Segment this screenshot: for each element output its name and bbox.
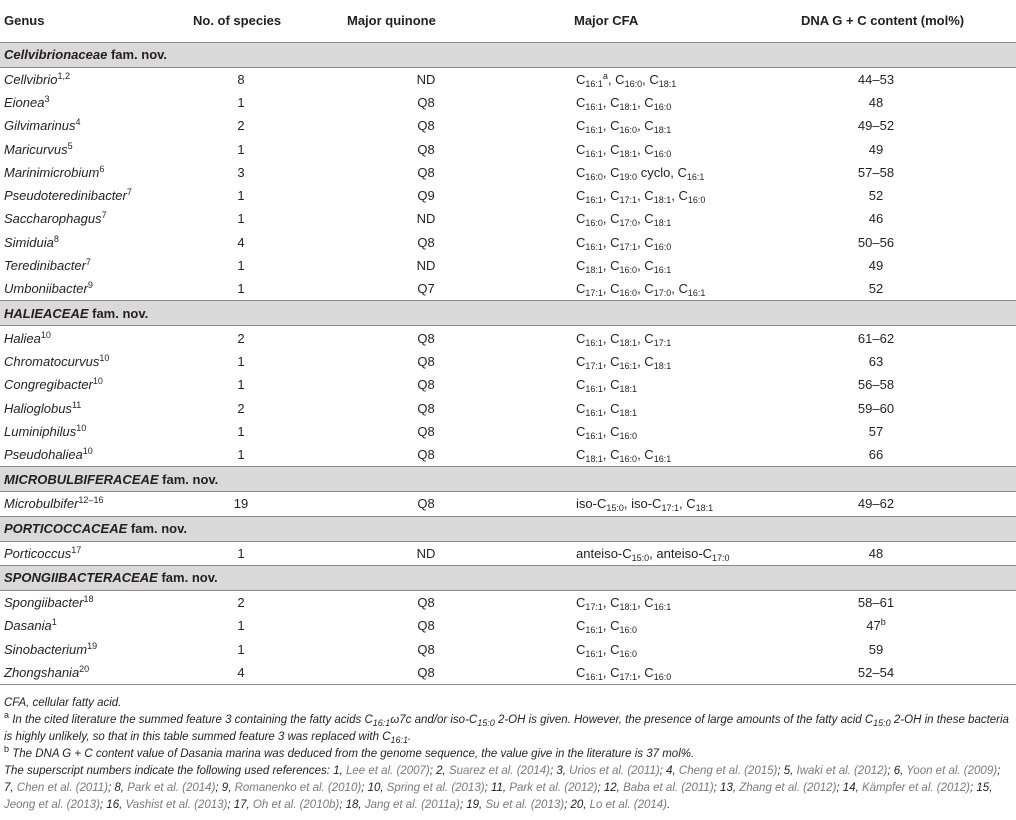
cell-genus: Eionea$^3$ — [4, 93, 50, 110]
cell-cfa: $C_{18:1}$, $C_{16:0}$, $C_{16:1}$ — [576, 258, 672, 276]
cell-genus: Chromatocurvus$^{10}$ — [4, 352, 110, 369]
cell-genus: Cellvibrio$^{1,2}$ — [4, 70, 70, 87]
cell-gc-content: 63 — [868, 353, 884, 369]
cell-cfa: $C_{16:0}$, $C_{19:0}$ cyclo, $C_{16:1}$ — [576, 164, 705, 182]
section-title: SPONGIIBACTERACEAE fam. nov. — [0, 565, 1016, 590]
cell-species-count: 2 — [237, 400, 245, 416]
cell-genus: Pseudohaliea$^{10}$ — [4, 446, 93, 463]
cell-genus: Congregibacter$^{10}$ — [4, 376, 103, 393]
cell-cfa: $C_{16:1}$, $C_{17:1}$, $C_{18:1}$, $C_{16:0}$ — [576, 188, 706, 206]
reference-link[interactable]: Jang et al. (2011a) — [364, 799, 460, 812]
cell-genus: Sinobacterium$^{19}$ — [4, 640, 98, 657]
cell-cfa: $C_{17:1}$, $C_{18:1}$, $C_{16:1}$ — [576, 594, 672, 612]
section-row — [0, 301, 1016, 326]
cell-gc-content: 47$^b$ — [866, 617, 886, 634]
table-row — [0, 614, 1016, 637]
table-row — [0, 373, 1016, 396]
reference-link[interactable]: Spring et al. (2013) — [386, 782, 485, 795]
table-row — [0, 420, 1016, 443]
reference-link[interactable]: Kämpfer et al. (2012) — [861, 782, 971, 795]
table-row — [0, 443, 1016, 467]
cell-species-count: 1 — [237, 353, 245, 369]
cell-gc-content: 57–58 — [857, 164, 895, 180]
table-row — [0, 541, 1016, 565]
section-title: Cellvibrionaceae fam. nov. — [0, 42, 1016, 67]
cell-gc-content: 48 — [868, 94, 884, 110]
reference-link[interactable]: Suarez et al. (2014) — [448, 765, 550, 778]
cell-cfa: $C_{16:1}$, $C_{16:0}$ — [576, 618, 638, 636]
cell-cfa: $C_{16:1}$, $C_{17:1}$, $C_{16:0}$ — [576, 234, 672, 252]
cell-quinone: Q8 — [417, 353, 435, 369]
cell-species-count: 2 — [237, 594, 245, 610]
table-row — [0, 661, 1016, 685]
reference-link[interactable]: Romanenko et al. (2010) — [234, 782, 362, 795]
section-row — [0, 467, 1016, 492]
header-genus: Genus — [0, 0, 193, 42]
cell-cfa: iso-$C_{15:0}$, iso-$C_{17:1}$, $C_{18:1}$ — [576, 496, 714, 514]
reference-link[interactable]: Su et al. (2013) — [485, 799, 565, 812]
cell-gc-content: 49–62 — [857, 496, 895, 512]
reference-link[interactable]: Lo et al. (2014) — [589, 799, 668, 812]
table-row — [0, 254, 1016, 277]
cell-gc-content: 50–56 — [857, 234, 895, 250]
cell-quinone: ND — [416, 258, 436, 274]
cell-quinone: Q8 — [417, 423, 435, 439]
table-row — [0, 326, 1016, 350]
table-row — [0, 350, 1016, 373]
cell-genus: Zhongshania$^{20}$ — [0, 661, 193, 685]
cell-cfa: $C_{17:1}$, $C_{16:0}$, $C_{17:0}$, $C_{16:1}$ — [576, 281, 706, 299]
cell-genus: Dasania$^1$ — [4, 617, 57, 634]
cell-cfa: $C_{16:1}$, $C_{18:1}$, $C_{16:0}$ — [576, 141, 672, 159]
reference-link[interactable]: Zhang et al. (2012) — [739, 782, 837, 795]
cell-species-count: 1 — [237, 281, 245, 297]
table-row — [0, 637, 1016, 660]
cell-species-count: 1 — [237, 545, 245, 561]
section-row — [0, 565, 1016, 590]
cell-gc-content: 52–54 — [801, 661, 1016, 685]
cell-gc-content: 56–58 — [857, 377, 895, 393]
cell-quinone: ND — [416, 71, 436, 87]
cell-cfa: $C_{16:1}$, $C_{17:1}$, $C_{16:0}$ — [574, 661, 801, 685]
reference-link[interactable]: Vashist et al. (2013) — [125, 799, 228, 812]
header-quinone: Major quinone — [347, 0, 574, 42]
cell-quinone: Q8 — [417, 234, 435, 250]
cell-species-count: 1 — [237, 211, 245, 227]
table-row — [0, 184, 1016, 207]
cell-cfa: $C_{16:1}$, $C_{16:0}$ — [576, 423, 638, 441]
cell-gc-content: 52 — [868, 281, 884, 297]
cell-genus: Pseudoteredinibacter$^7$ — [4, 187, 132, 204]
cell-cfa: $C_{16:1}$, $C_{18:1}$, $C_{16:0}$ — [576, 94, 672, 112]
cell-cfa: $C_{16:1}$, $C_{18:1}$, $C_{17:1}$ — [576, 330, 672, 348]
cell-cfa: $C_{16:1}$, $C_{16:0}$, $C_{18:1}$ — [576, 118, 672, 136]
cell-quinone: Q8 — [417, 447, 435, 463]
cell-quinone: ND — [416, 545, 436, 561]
cell-genus: Luminiphilus$^{10}$ — [4, 422, 87, 439]
cell-species-count: 4 — [193, 661, 347, 685]
section-title: PORTICOCCACEAE fam. nov. — [0, 516, 1016, 541]
reference-link[interactable]: Yoon et al. (2009) — [906, 765, 998, 778]
cell-species-count: 1 — [237, 188, 245, 204]
cell-quinone: Q8 — [417, 164, 435, 180]
table-row — [0, 590, 1016, 614]
cell-quinone: Q8 — [417, 594, 435, 610]
cell-gc-content: 52 — [868, 188, 884, 204]
cell-cfa: anteiso-$C_{15:0}$, anteiso-$C_{17:0}$ — [576, 545, 730, 563]
cell-genus: Halioglobus$^{11}$ — [4, 399, 82, 416]
header-row — [0, 0, 1016, 42]
table-row — [0, 91, 1016, 114]
cell-species-count: 1 — [237, 641, 245, 657]
reference-link[interactable]: Urios et al. (2011) — [569, 765, 660, 778]
cell-species-count: 1 — [237, 377, 245, 393]
cell-genus: Haliea$^{10}$ — [4, 329, 51, 346]
cell-gc-content: 48 — [868, 545, 884, 561]
cell-gc-content: 59–60 — [857, 400, 895, 416]
cell-cfa: $C_{16:1}$, $C_{16:0}$ — [576, 641, 638, 659]
cell-gc-content: 61–62 — [857, 330, 895, 346]
cell-cfa: $C_{17:1}$, $C_{16:1}$, $C_{18:1}$ — [576, 353, 672, 371]
note-b: $^b$ The DNA G + C content value of Dasania marina was deduced from the genome sequence, the value give in the literature is 37 mol%. — [4, 744, 695, 761]
cell-gc-content: 44–53 — [857, 71, 895, 87]
header-gc: DNA G + C content (mol%) — [801, 0, 1016, 42]
section-title: MICROBULBIFERACEAE fam. nov. — [0, 467, 1016, 492]
cell-genus: Maricurvus$^5$ — [4, 140, 73, 157]
table-row — [0, 161, 1016, 184]
table-row — [0, 396, 1016, 419]
cell-genus: Teredinibacter$^7$ — [4, 257, 91, 274]
cell-genus: Microbulbifer$^{12-16}$ — [4, 495, 104, 512]
cell-quinone: Q8 — [417, 94, 435, 110]
reference-link[interactable]: Baba et al. (2011) — [623, 782, 714, 795]
cell-quinone: ND — [416, 211, 436, 227]
cell-quinone: Q8 — [417, 618, 435, 634]
cell-quinone: Q8 — [417, 377, 435, 393]
table-row — [0, 137, 1016, 160]
cell-gc-content: 58–61 — [857, 594, 895, 610]
cell-species-count: 1 — [237, 447, 245, 463]
cell-gc-content: 57 — [868, 423, 884, 439]
cell-genus: Porticoccus$^{17}$ — [4, 544, 82, 561]
cell-cfa: $C_{18:1}$, $C_{16:0}$, $C_{16:1}$ — [576, 447, 672, 465]
section-row — [0, 42, 1016, 67]
cell-genus: Marinimicrobium$^6$ — [4, 163, 105, 180]
cell-genus: Simiduia$^8$ — [4, 233, 59, 250]
cell-quinone: Q8 — [417, 496, 435, 512]
cell-gc-content: 59 — [868, 641, 884, 657]
cell-species-count: 8 — [237, 71, 245, 87]
cell-species-count: 1 — [237, 258, 245, 274]
table-row — [0, 207, 1016, 230]
cell-quinone: Q8 — [417, 400, 435, 416]
table-row — [0, 114, 1016, 137]
cell-genus: Saccharophagus$^7$ — [4, 210, 107, 227]
cell-species-count: 1 — [237, 423, 245, 439]
cell-gc-content: 49 — [868, 258, 884, 274]
cell-cfa: $C_{16:1}^a$, $C_{16:0}$, $C_{18:1}$ — [576, 70, 677, 89]
cell-gc-content: 49 — [868, 141, 884, 157]
reference-link[interactable]: Iwaki et al. (2012) — [796, 765, 888, 778]
cell-genus: Umboniibacter$^9$ — [4, 280, 93, 297]
cell-genus: Spongiibacter$^{18}$ — [4, 593, 94, 610]
table-row — [0, 67, 1016, 91]
cell-species-count: 1 — [237, 618, 245, 634]
cell-species-count: 4 — [237, 234, 245, 250]
table-row — [0, 231, 1016, 254]
table-row — [0, 492, 1016, 516]
cell-quinone: Q8 — [417, 641, 435, 657]
table-body — [0, 42, 1016, 685]
reference-link[interactable]: Oh et al. (2010b) — [252, 799, 340, 812]
cell-species-count: 3 — [237, 164, 245, 180]
section-row — [0, 516, 1016, 541]
reference-link[interactable]: Park et al. (2012) — [509, 782, 598, 795]
cell-cfa: $C_{16:0}$, $C_{17:0}$, $C_{18:1}$ — [576, 211, 672, 229]
section-title: HALIEACEAE fam. nov. — [0, 301, 1016, 326]
note-cfa: CFA, cellular fatty acid. — [4, 697, 122, 710]
table-footnotes — [0, 685, 1016, 814]
reference-link[interactable]: Lee et al. (2007) — [346, 765, 430, 778]
reference-link[interactable]: Jeong et al. (2013) — [4, 799, 100, 812]
reference-link[interactable]: Chen et al. (2011) — [16, 782, 108, 795]
note-a: $^a$ In the cited literature the summed feature 3 containing the fatty acids $C_{16:1}\omega 7c$ and/or iso-$C_{15:0}$ 2-OH is given. However, the presence of large amounts of the fatty acid $C_{15:0}$ 2-OH in these bacteria is highly unlikely, so that in this table summed feature 3 was replaced with $C_{16:1}$. — [4, 710, 1009, 746]
note-references: The superscript numbers indicate the following used references: 1, Lee et al. (2007); 2, Suarez et al. (2014); 3, Urios et al. (2011); 4, Cheng et al. (2015); 5, Iwaki et al. (2012); 6, Yoon et al. (2009); 7, Chen et al. (2011); 8, Park et al. (2014); 9, Romanenko et al. (2010); 10, Spring et al. (2013); 11, Park et al. (2012); 12, Baba et al. (2011); 13, Zhang et al. (2012); 14, Kämpfer et al. (2012); 15, Jeong et al. (2013); 16, Vashist et al. (2013); 17, Oh et al. (2010b); 18, Jang et al. (2011a); 19, Su et al. (2013); 20, Lo et al. (2014). — [4, 765, 1001, 812]
table-row — [0, 277, 1016, 301]
reference-link[interactable]: Cheng et al. (2015) — [678, 765, 778, 778]
cell-quinone: Q8 — [347, 661, 574, 685]
cell-quinone: Q8 — [417, 118, 435, 134]
cell-species-count: 2 — [237, 330, 245, 346]
cell-species-count: 1 — [237, 141, 245, 157]
header-species: No. of species — [193, 0, 347, 42]
cell-quinone: Q7 — [417, 281, 435, 297]
cell-quinone: Q9 — [417, 188, 435, 204]
cell-gc-content: 49–52 — [857, 118, 895, 134]
header-cfa: Major CFA — [574, 0, 801, 42]
cell-gc-content: 66 — [868, 447, 884, 463]
cell-species-count: 1 — [237, 94, 245, 110]
cell-cfa: $C_{16:1}$, $C_{18:1}$ — [576, 377, 638, 395]
cell-quinone: Q8 — [417, 330, 435, 346]
reference-link[interactable]: Park et al. (2014) — [127, 782, 216, 795]
cell-species-count: 2 — [237, 118, 245, 134]
cell-quinone: Q8 — [417, 141, 435, 157]
cell-cfa: $C_{16:1}$, $C_{18:1}$ — [576, 400, 638, 418]
cell-species-count: 19 — [233, 496, 249, 512]
cell-genus: Gilvimarinus$^4$ — [4, 117, 81, 134]
cell-gc-content: 46 — [868, 211, 884, 227]
